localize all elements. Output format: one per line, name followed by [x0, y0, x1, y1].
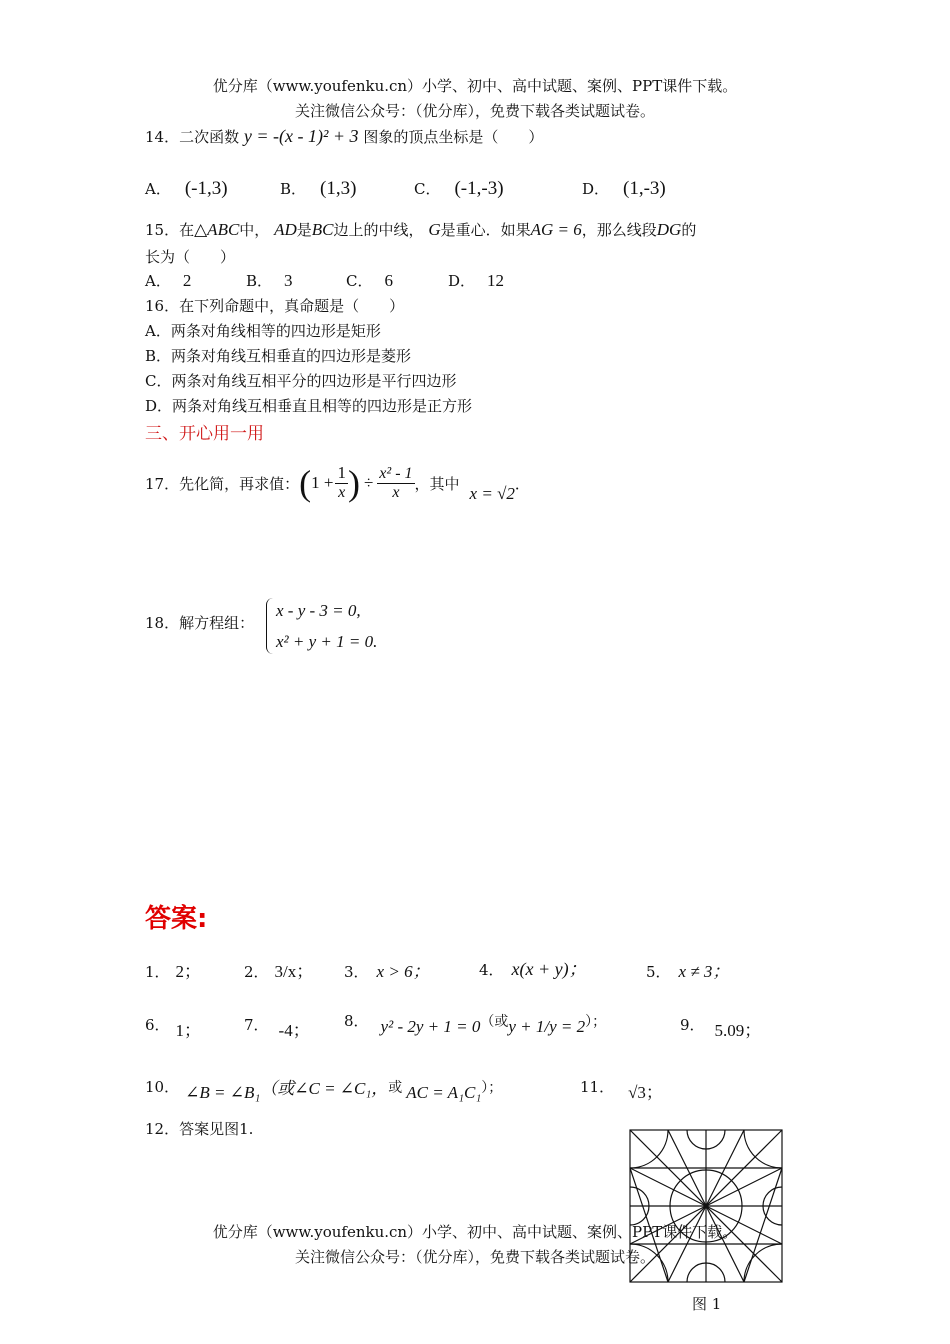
- answer-10-alt1: （或∠C = ∠C₁，: [260, 1079, 389, 1098]
- q15-text-g: 的: [681, 221, 697, 239]
- answer-10: [145, 1072, 503, 1102]
- q16-stem: 16．在下列命题中，真命题是（ ）: [145, 297, 405, 315]
- q18-equation-1: x - y - 3 = 0,: [276, 601, 361, 620]
- q15-option-c: [346, 270, 393, 291]
- q14-option-a-label: A．: [145, 180, 171, 198]
- answer-1-value: 2；: [175, 962, 202, 981]
- q15-option-a-value: 2: [182, 271, 192, 290]
- answer-6: [145, 1010, 202, 1040]
- q15-ag: AG = 6: [530, 220, 582, 239]
- q14-formula: y = -(x - 1)² + 3: [243, 126, 359, 146]
- answer-11-num: 11．: [580, 1078, 615, 1096]
- answer-6-num: 6．: [145, 1016, 170, 1034]
- footer-line-2: 关注微信公众号：（优分库），免费下载各类试题试卷。: [294, 1248, 655, 1266]
- section-heading: 三、开心用一用: [145, 424, 264, 444]
- figure-star-line: [630, 1168, 706, 1206]
- answer-7-num: 7．: [244, 1016, 269, 1034]
- answer-9-value: 5.09；: [714, 1021, 762, 1040]
- answer-7: [244, 1010, 310, 1040]
- q15-number: 15．: [145, 221, 180, 239]
- q16-option-c: C．两条对角线互相平分的四边形是平行四边形: [145, 372, 457, 390]
- q14-option-c-label: C．: [414, 180, 441, 198]
- answer-10-value: ∠B = ∠B₁: [185, 1083, 261, 1102]
- q15-option-d-label: D．: [448, 272, 476, 290]
- q15-dg: DG: [656, 220, 682, 239]
- q14-option-d-value: (1,-3): [623, 178, 666, 199]
- q15-ad: AD: [274, 220, 297, 239]
- q17-paren-close: ): [347, 463, 360, 503]
- q14-number: 14．: [145, 128, 180, 146]
- footer-line-1: 优分库（www.youfenku.cn）小学、初中、高中试题、案例、PPT课件下载。: [212, 1223, 738, 1241]
- q17-frac2-num: x² - 1: [379, 464, 413, 482]
- answer-4: [479, 955, 587, 981]
- answer-5: [646, 957, 729, 982]
- q16-option-d: D．两条对角线互相垂直且相等的四边形是正方形: [145, 397, 473, 415]
- answer-3-num: 3．: [344, 963, 369, 981]
- answer-8-num: 8．: [344, 1012, 369, 1030]
- q15-option-b-label: B．: [246, 272, 273, 290]
- q17-frac1-den: x: [338, 484, 346, 502]
- q15-text-c: 是: [296, 221, 312, 239]
- q15-option-b-value: 3: [284, 271, 293, 290]
- q15-option-a-label: A．: [145, 272, 171, 290]
- answer-9: [680, 1010, 762, 1040]
- answer-7-value: -4；: [278, 1021, 310, 1040]
- answer-3: [344, 957, 430, 982]
- q17-number: 17．: [145, 474, 180, 493]
- answer-5-num: 5．: [646, 963, 671, 981]
- q14-option-c-value: (-1,-3): [454, 178, 504, 199]
- answer-3-value: x > 6；: [376, 962, 430, 981]
- figure-star-line: [706, 1168, 782, 1206]
- answer-8-value: y² - 2y + 1 = 0: [380, 1017, 481, 1036]
- answer-5-value: x ≠ 3；: [678, 962, 730, 981]
- header-line-1: 优分库（www.youfenku.cn）小学、初中、高中试题、案例、PPT课件下载。: [212, 77, 738, 95]
- q15-text-f: ，那么线段: [581, 221, 657, 239]
- q15-triangle: △ABC: [194, 220, 240, 239]
- q17-text-b: ，其中: [414, 474, 460, 493]
- q15-option-c-value: 6: [384, 271, 393, 290]
- question-15: [145, 219, 696, 240]
- answer-8-alt-close: ）；: [585, 1014, 607, 1030]
- question-14: [145, 126, 543, 147]
- q15-g: G: [428, 220, 441, 239]
- answer-8-alt: y + 1/y = 2: [508, 1017, 586, 1036]
- answer-2-value: 3/x；: [274, 962, 314, 981]
- q17-frac1-num: 1: [337, 463, 346, 483]
- q15-text-b: 中，: [239, 221, 270, 239]
- figure-1-caption: 图 1: [692, 1295, 722, 1313]
- answer-12-value: 答案见图1.: [179, 1120, 254, 1138]
- q17-tail: ．: [514, 474, 530, 493]
- q14-option-a: [145, 178, 228, 200]
- q14-option-b: [280, 178, 356, 200]
- q15-option-b: [246, 270, 293, 291]
- q14-option-d-label: D．: [582, 180, 610, 198]
- q15-option-c-label: C．: [346, 272, 373, 290]
- q17-text-a: 先化简，再求值：: [179, 474, 300, 493]
- answer-10-alt2: AC = A₁C₁: [406, 1083, 482, 1102]
- q14-option-c: [414, 178, 504, 200]
- q14-text-b: 图象的顶点坐标是（ ）: [363, 128, 544, 146]
- answer-9-num: 9．: [680, 1016, 705, 1034]
- q17-one-plus: 1 +: [311, 473, 334, 492]
- question-17: [145, 459, 530, 507]
- q18-brace: [266, 598, 273, 654]
- q18-number: 18．: [145, 614, 180, 632]
- answer-2-num: 2．: [244, 963, 269, 981]
- q16-option-b: B．两条对角线互相垂直的四边形是菱形: [145, 347, 412, 365]
- q15-line2: 长为（ ）: [145, 248, 236, 266]
- q17-frac1: [335, 464, 348, 501]
- q15-option-a: [145, 270, 191, 291]
- answer-12-num: 12．: [145, 1120, 180, 1138]
- header-line-2: 关注微信公众号：（优分库），免费下载各类试题试卷。: [294, 102, 655, 120]
- answer-8-alt-open: （或: [480, 1014, 509, 1030]
- answer-10-alt2-pre: 或: [388, 1080, 403, 1096]
- q16-option-a: A．两条对角线相等的四边形是矩形: [145, 322, 381, 340]
- q17-frac2: [377, 465, 414, 501]
- answer-4-num: 4．: [479, 961, 504, 979]
- q15-text-d: 边上的中线，: [333, 221, 424, 239]
- answer-12: [145, 1118, 253, 1139]
- q14-option-b-value: (1,3): [320, 178, 357, 199]
- q14-option-a-value: (-1,3): [184, 178, 228, 199]
- answer-6-value: 1；: [175, 1021, 202, 1040]
- q18-label: [145, 612, 254, 633]
- answer-8: [344, 1010, 607, 1036]
- answer-11: [580, 1072, 663, 1102]
- q18-text: 解方程组：: [179, 614, 255, 632]
- answer-2: [244, 957, 313, 982]
- answers-title: 答案:: [145, 904, 208, 934]
- q15-text-e: 是重心．如果: [440, 221, 531, 239]
- answer-11-value: √3；: [628, 1083, 663, 1102]
- q15-bc: BC: [311, 220, 334, 239]
- q15-option-d-value: 12: [487, 271, 505, 290]
- answer-4-value: x(x + y)；: [511, 959, 587, 979]
- q17-paren-open: (: [299, 463, 312, 503]
- q17-frac2-den: x: [392, 483, 400, 501]
- q14-text: 二次函数: [179, 128, 240, 146]
- q14-option-b-label: B．: [280, 180, 307, 198]
- q14-option-d: [582, 178, 666, 200]
- q17-x-value: x = √2: [469, 484, 515, 503]
- answer-1: [145, 957, 201, 982]
- answer-10-alt-close: ）；: [481, 1080, 503, 1096]
- q17-divide: ÷: [363, 473, 374, 492]
- answer-1-num: 1．: [145, 963, 170, 981]
- q18-equation-2: x² + y + 1 = 0.: [276, 632, 378, 651]
- q15-option-d: [448, 270, 504, 291]
- q15-text-a: 在: [179, 221, 195, 239]
- answer-10-num: 10．: [145, 1078, 180, 1096]
